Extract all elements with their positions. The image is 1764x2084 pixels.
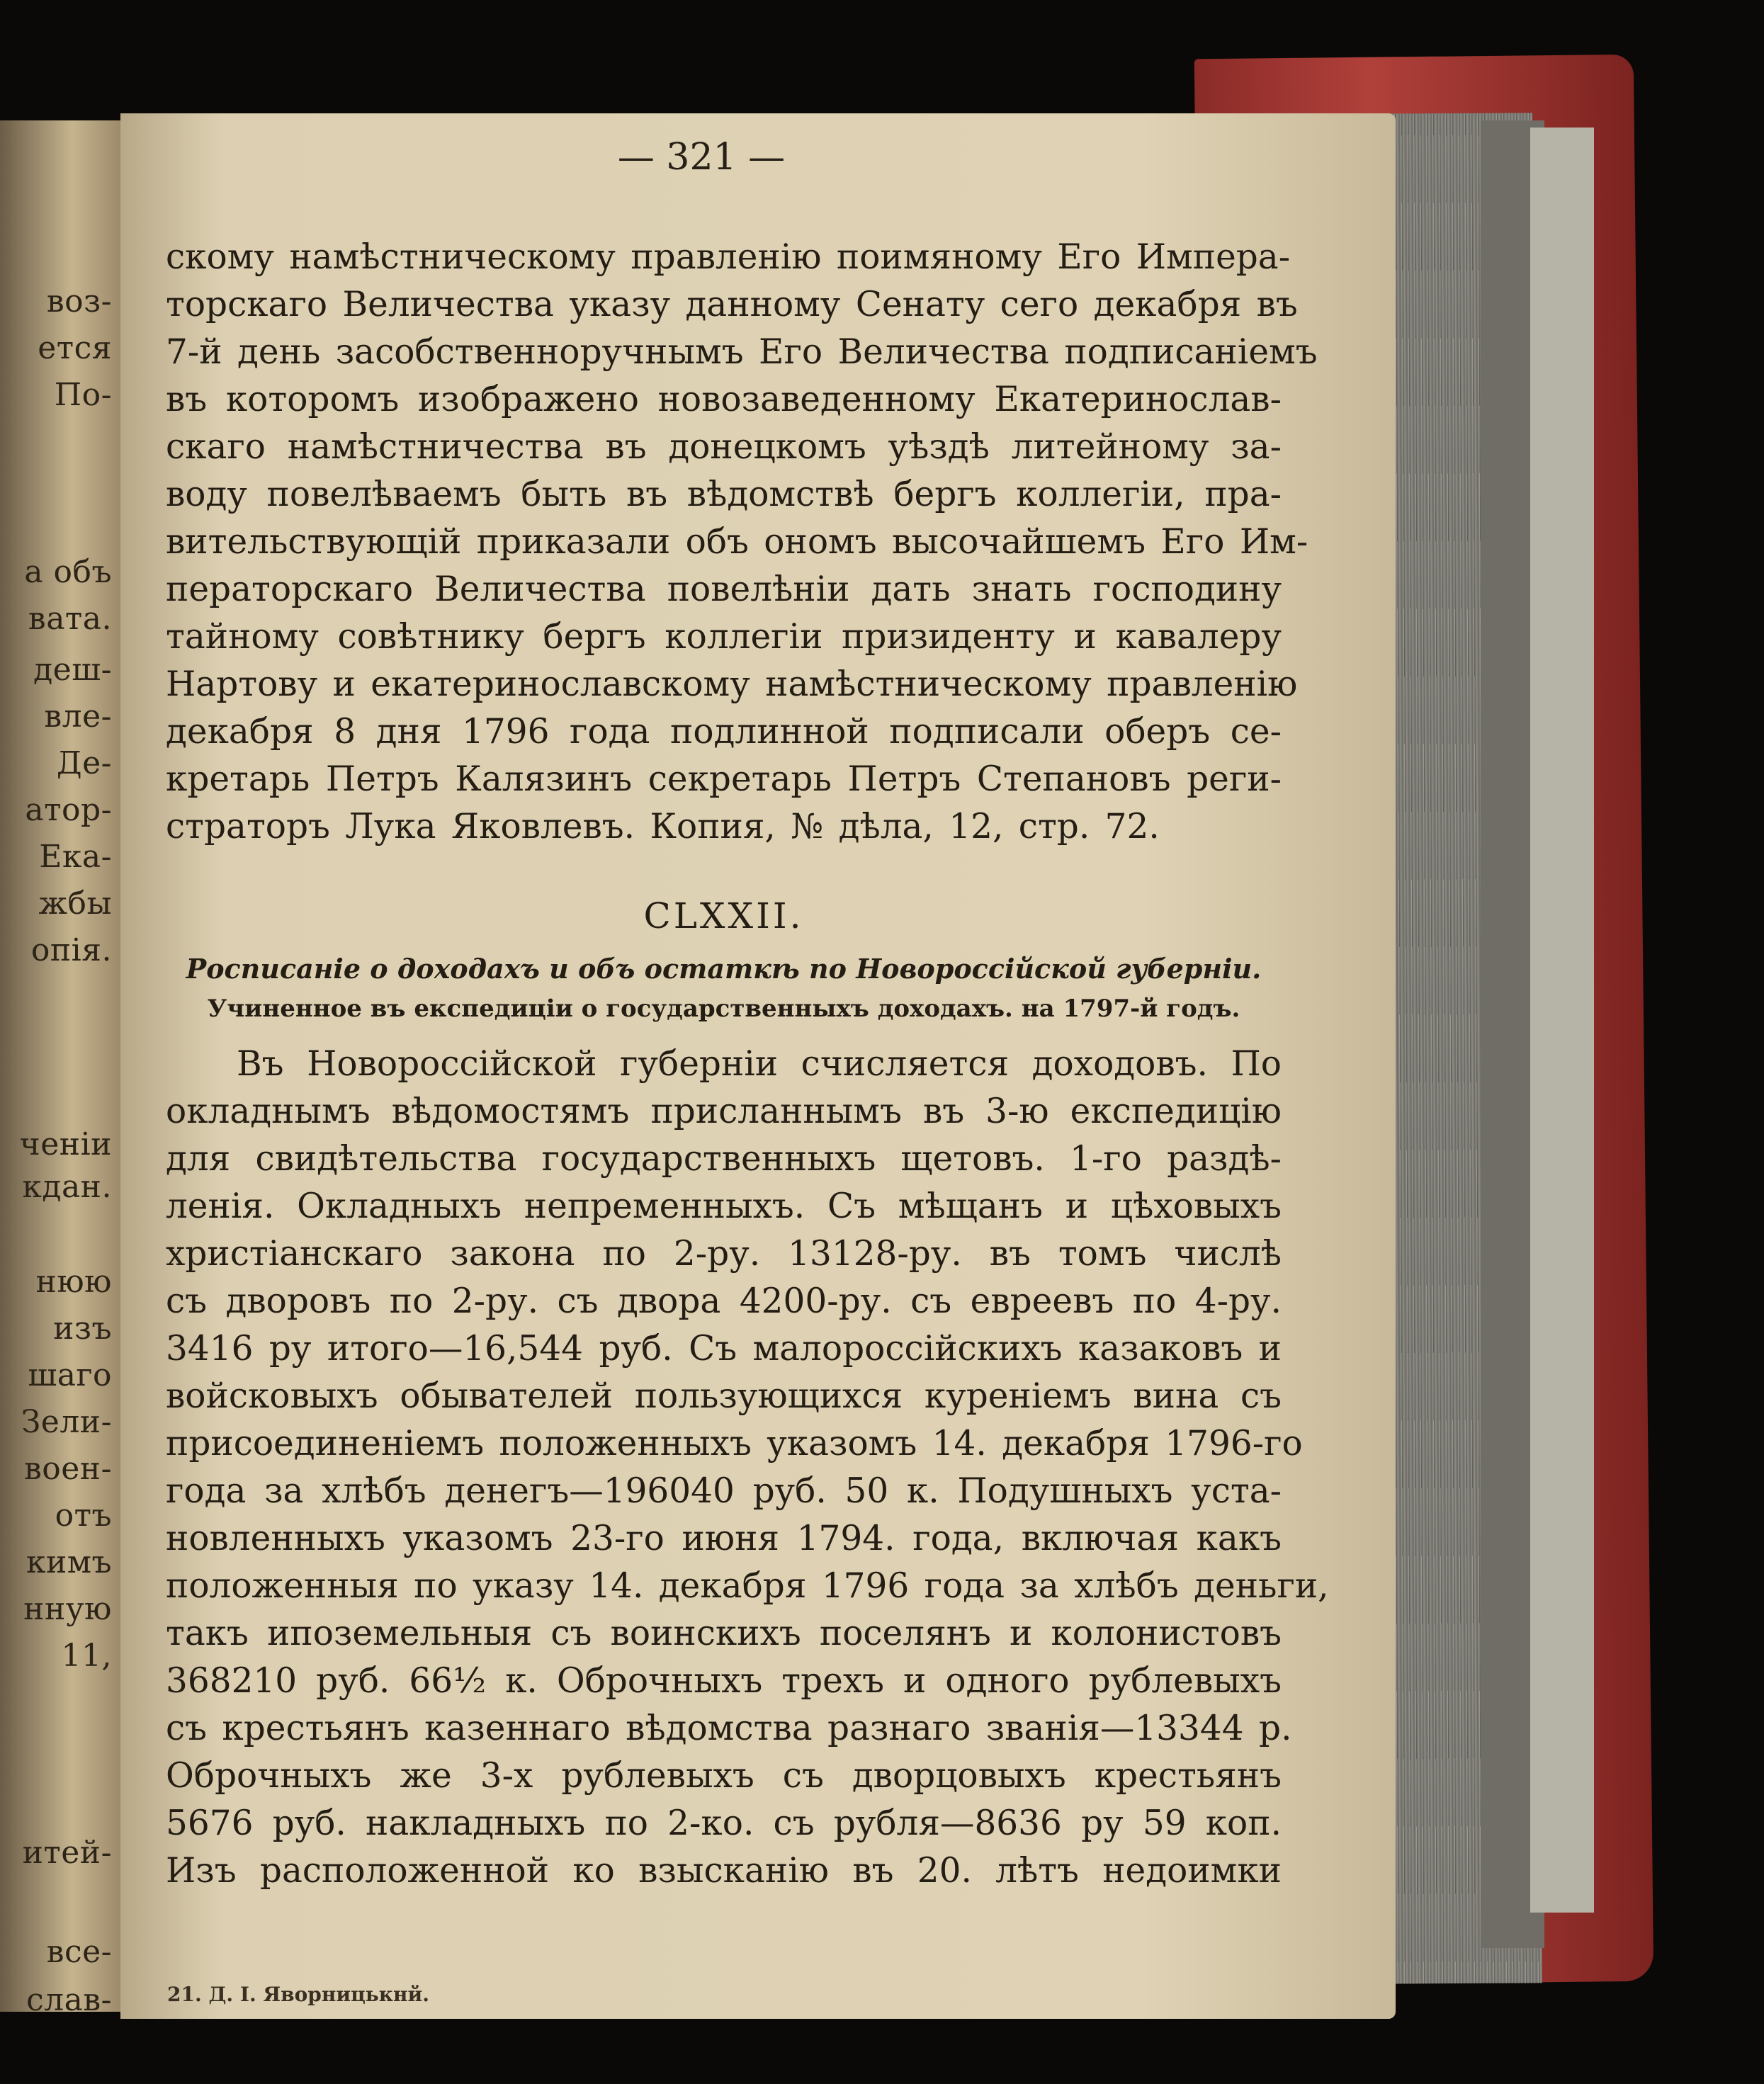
left-fragment: Де- bbox=[56, 745, 112, 781]
text-line: Нартову и екатеринославскому намѣстническому правленію bbox=[166, 664, 1298, 704]
book-page bbox=[120, 113, 1396, 2019]
left-fragment: деш- bbox=[33, 652, 112, 688]
text-line: такъ ипоземельныя съ воинскихъ поселянъ и колонистовъ bbox=[166, 1614, 1282, 1653]
text-line: въ которомъ изображено новозаведенному Екатеринослав- bbox=[166, 380, 1282, 419]
page-footer: 21. Д. І. Яворницькнй. bbox=[167, 1983, 430, 2006]
section-heading: CLXXII. bbox=[643, 895, 804, 936]
left-fragment: 11, bbox=[61, 1638, 112, 1674]
text-line: Изъ расположенной ко взысканію въ 20. лѣтъ недоимки bbox=[166, 1851, 1282, 1891]
left-fragment: вле- bbox=[44, 698, 112, 735]
page-number: — 321 — bbox=[617, 136, 786, 179]
text-line: декабря 8 дня 1796 года подлинной подписали оберъ се- bbox=[166, 712, 1282, 752]
left-fragment: все- bbox=[46, 1934, 112, 1970]
left-fragment: вата. bbox=[28, 601, 112, 637]
text-line: съ дворовъ по 2-ру. съ двора 4200-ру. съ евреевъ по 4-ру. bbox=[166, 1281, 1282, 1321]
text-line: новленныхъ указомъ 23-го июня 1794. года, включая какъ bbox=[166, 1519, 1282, 1558]
section-subtitle: Учиненное въ експедиціи о государственныхъ доходахъ. на 1797-й годъ. bbox=[207, 995, 1240, 1023]
left-fragment: ется bbox=[38, 330, 112, 366]
text-line: скому намѣстническому правленію поимяному Его Импера- bbox=[166, 237, 1291, 277]
left-fragment: Зели- bbox=[21, 1404, 112, 1440]
text-line: окладнымъ вѣдомостямъ присланнымъ въ 3-ю експедицію bbox=[166, 1092, 1282, 1131]
left-fragment: итей- bbox=[22, 1835, 112, 1871]
text-line: тайному совѣтнику бергъ коллегіи призиденту и кавалеру bbox=[166, 617, 1282, 657]
text-line: для свидѣтельства государственныхъ щетовъ. 1-го раздѣ- bbox=[166, 1139, 1282, 1179]
left-fragment: ченіи bbox=[19, 1126, 112, 1162]
page-edge-sheet-light bbox=[1530, 128, 1594, 1913]
text-line: положенныя по указу 14. декабря 1796 года за хлѣбъ деньги, bbox=[166, 1566, 1329, 1606]
text-line: 7-й день засобственноручнымъ Его Величества подписаніемъ bbox=[166, 332, 1318, 372]
text-line: Въ Новороссійской губерніи счисляется доходовъ. По bbox=[237, 1044, 1282, 1084]
top-paragraph bbox=[166, 234, 1318, 851]
left-fragment: нюю bbox=[35, 1264, 112, 1300]
left-fragment: шаго bbox=[28, 1357, 112, 1393]
left-fragment: а объ bbox=[24, 554, 112, 590]
left-fragment: воен- bbox=[24, 1451, 112, 1487]
left-page bbox=[0, 120, 120, 2012]
section-subtitle-italic: Росписаніе о доходахъ и объ остаткѣ по Новороссійской губерніи. bbox=[186, 953, 1262, 985]
text-line: воду повелѣваемъ быть въ вѣдомствѣ бергъ коллегіи, пра- bbox=[166, 475, 1282, 514]
text-line: Оброчныхъ же 3-х рублевыхъ съ дворцовыхъ крестьянъ bbox=[166, 1756, 1282, 1796]
text-line: 368210 руб. 66½ к. Оброчныхъ трехъ и одного рублевыхъ bbox=[166, 1661, 1282, 1701]
text-line: года за хлѣбъ денегъ—196040 руб. 50 к. Подушныхъ уста- bbox=[166, 1471, 1282, 1511]
left-fragment: изъ bbox=[53, 1310, 112, 1347]
text-line: ленія. Окладныхъ непременныхъ. Съ мѣщанъ и цѣховыхъ bbox=[166, 1187, 1282, 1226]
text-line: 3416 ру итого—16,544 руб. Съ малороссійскихъ казаковъ и bbox=[166, 1329, 1282, 1369]
left-fragment: слав- bbox=[26, 1982, 112, 2012]
left-fragment: атор- bbox=[25, 792, 112, 828]
text-line: вительствующій приказали объ ономъ высочайшемъ Его Им- bbox=[166, 522, 1308, 562]
left-fragment: кдан. bbox=[22, 1169, 112, 1205]
page-body bbox=[166, 234, 1329, 1895]
text-line: съ крестьянъ казеннаго вѣдомства разнаго званія—13344 р. bbox=[166, 1709, 1292, 1748]
text-line: торскаго Величества указу данному Сенату сего декабря въ bbox=[166, 285, 1298, 324]
text-line: христіанскаго закона по 2-ру. 13128-ру. въ томъ числѣ bbox=[166, 1234, 1282, 1274]
text-line: войсковыхъ обывателей пользующихся куреніемъ вина съ bbox=[166, 1376, 1282, 1416]
left-fragment: нную bbox=[23, 1591, 112, 1627]
left-fragment: По- bbox=[54, 377, 112, 413]
left-fragment: опія. bbox=[30, 932, 112, 968]
text-line: 5676 руб. накладныхъ по 2-ко. съ рубля—8636 ру 59 коп. bbox=[166, 1803, 1282, 1843]
left-fragment: отъ bbox=[55, 1497, 112, 1534]
text-line: страторъ Лука Яковлевъ. Копия, № дѣла, 12, стр. 72. bbox=[166, 807, 1160, 846]
main-paragraph bbox=[166, 1041, 1329, 1895]
left-fragment: воз- bbox=[46, 283, 112, 319]
text-line: скаго намѣстничества въ донецкомъ уѣздѣ литейному за- bbox=[166, 427, 1282, 467]
text-line: ператорскаго Величества повелѣніи дать знать господину bbox=[166, 570, 1282, 609]
left-fragment: кимъ bbox=[26, 1544, 112, 1580]
text-line: кретарь Петръ Калязинъ секретарь Петръ Степановъ реги- bbox=[166, 759, 1282, 799]
left-fragment: Ека- bbox=[39, 839, 112, 875]
left-fragment: жбы bbox=[38, 885, 112, 922]
text-line: присоединеніемъ положенныхъ указомъ 14. декабря 1796-го bbox=[166, 1424, 1303, 1463]
